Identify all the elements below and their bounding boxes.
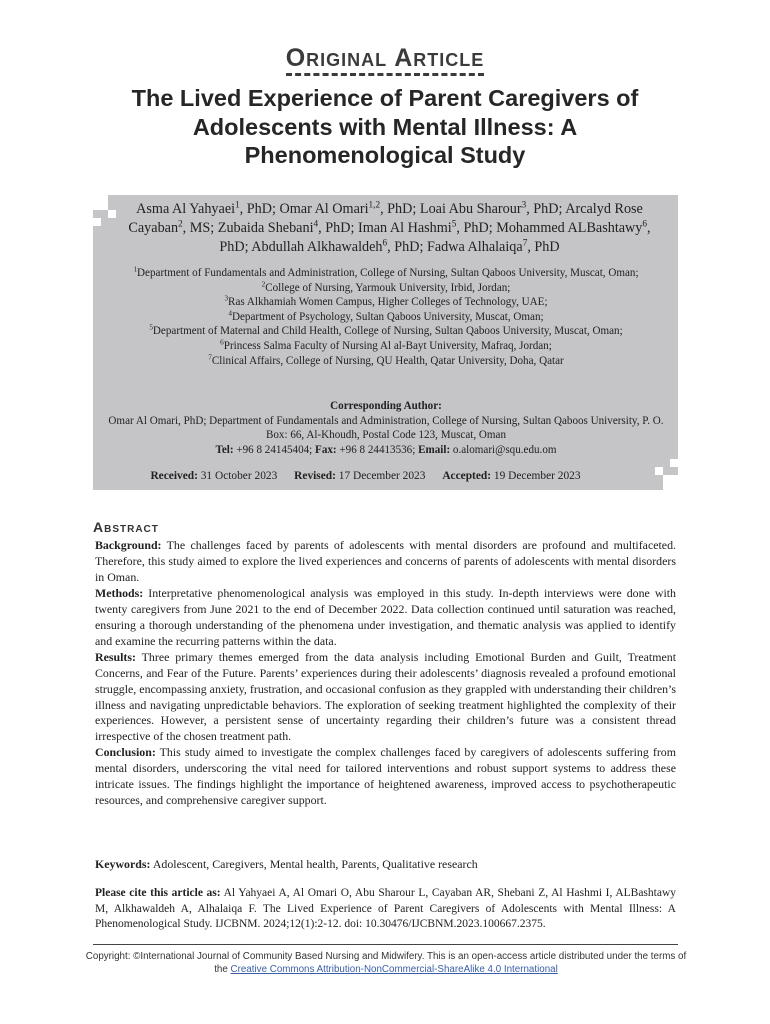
keywords-text: Adolescent, Caregivers, Mental health, Parents, Qualitative research bbox=[152, 857, 478, 871]
tel-label: Tel: bbox=[215, 443, 234, 456]
affiliation-marker: 4 bbox=[228, 309, 232, 318]
tel-value: +96 8 24145404; bbox=[236, 443, 313, 456]
author-affiliation-marker: 1 bbox=[235, 199, 240, 210]
keywords bbox=[95, 857, 676, 872]
affiliation-item bbox=[97, 339, 675, 354]
author-degree: PhD bbox=[534, 239, 560, 255]
affiliation-text: Department of Psychology, Sultan Qaboos University, Muscat, Oman; bbox=[232, 310, 544, 323]
author-degree: PhD bbox=[246, 201, 272, 217]
copyright-text: Copyright: ©International Journal of Community Based Nursing and Midwifery. This is an open-access article distributed under the terms of the bbox=[85, 951, 687, 975]
affiliation-item bbox=[97, 324, 675, 339]
corner-decoration bbox=[108, 210, 116, 218]
author-degree: PhD bbox=[463, 220, 489, 236]
author-name: Omar Al Omari bbox=[279, 201, 369, 217]
author-affiliation-marker: 1,2 bbox=[368, 199, 381, 210]
affiliation-text: Clinical Affairs, College of Nursing, QU Health, Qatar University, Doha, Qatar bbox=[211, 354, 564, 367]
author-name: Abdullah Alkhawaldeh bbox=[251, 239, 383, 255]
author-degree: PhD bbox=[325, 220, 351, 236]
abstract-background bbox=[95, 538, 676, 586]
corner-decoration bbox=[655, 467, 663, 475]
affiliation-marker: 7 bbox=[208, 352, 212, 361]
background-label: Background: bbox=[95, 538, 162, 552]
abstract-conclusion bbox=[95, 745, 676, 809]
affiliation-list bbox=[97, 266, 675, 368]
cite-text: Al Yahyaei A, Al Omari O, Abu Sharour L, Cayaban AR, Shebani Z, Al Hashmi I, ALBashtawy M, Alkhawaldeh A, Alhalaiqa F. The Lived Experience of Parent Caregivers of Adolescents with Mental Illness: A Phenomenological Study. IJCBNM. 2024;12(1):2-12. doi: 10.30476/IJCBNM.2023.100667.2375. bbox=[95, 887, 677, 931]
author-name: Asma Al Yahyaei bbox=[136, 201, 236, 217]
corner-decoration bbox=[93, 218, 101, 226]
author-affiliation-marker: 3 bbox=[521, 199, 527, 210]
author-name: Loai Abu Sharour bbox=[419, 201, 522, 217]
license-link[interactable]: Creative Commons Attribution-NonCommercial-ShareAlike 4.0 International bbox=[230, 964, 558, 975]
article-dates bbox=[93, 470, 638, 482]
author-name: Zubaida Shebani bbox=[217, 220, 314, 236]
corner-decoration bbox=[663, 475, 678, 490]
article-title: The Lived Experience of Parent Caregivers of Adolescents with Mental Illness: A Phenomenological Study bbox=[131, 85, 639, 168]
results-text: Three primary themes emerged from the data analysis including Emotional Burden and Guilt, Treatment Concerns, and Fear of the Future. Parents’ experiences during their adolescents’ diagnosis revealed a profound emotional struggle, encompassing anxiety, frustration, and occasional confusion as they grappled with understanding their children’s illness and navigating unpredictable behaviors. The exploration of seeking treatment highlighted the complexity of their experiences. However, a persistent sense of uncertainty regarding their children’s future was a consistent thread irrespective of the chosen treatment path. bbox=[95, 649, 677, 744]
background-text: The challenges faced by parents of adolescents with mental disorders are profound and multifaceted. Therefore, this study aimed to explore the lived experiences and concerns of parents of adolescents with mental disorders in Oman. bbox=[95, 538, 677, 584]
methods-label: Methods: bbox=[95, 585, 144, 600]
author-affiliation-marker: 6 bbox=[382, 237, 388, 248]
results-label: Results: bbox=[95, 649, 136, 664]
affiliation-item bbox=[97, 310, 675, 325]
author-degree: PhD bbox=[219, 239, 245, 255]
affiliation-item bbox=[97, 295, 675, 310]
abstract-body bbox=[95, 538, 676, 809]
methods-text: Interpretative phenomenological analysis was employed in this study. In-depth interviews were done with twenty caregivers from June 2021 to the end of December 2022. Data collection continued until saturation was reached, ensuring a thorough understanding of the phenomena under investigation, and thematic analysis was applied to identify and examine the recurring patterns within the data. bbox=[95, 585, 677, 648]
received-label: Received: bbox=[150, 470, 198, 482]
corner-decoration bbox=[93, 195, 108, 210]
affiliation-text: Department of Fundamentals and Administration, College of Nursing, Sultan Qaboos University, Muscat, Oman; bbox=[137, 267, 639, 279]
author-affiliation-marker: 2 bbox=[178, 218, 183, 229]
abstract-heading: Abstract bbox=[93, 519, 159, 535]
affiliation-text: Ras Alkhamiah Women Campus, Higher Colleges of Technology, UAE; bbox=[228, 296, 548, 309]
affiliation-marker: 5 bbox=[149, 323, 153, 332]
author-name: Mohammed ALBashtawy bbox=[496, 220, 643, 236]
author-affiliation-marker: 4 bbox=[313, 218, 319, 229]
affiliation-marker: 3 bbox=[224, 294, 229, 303]
author-affiliation-marker: 7 bbox=[522, 237, 528, 248]
affiliation-marker: 1 bbox=[133, 265, 138, 274]
corresponding-text: Omar Al Omari, PhD; Department of Fundamentals and Administration, College of Nursing, Sultan Qaboos University, P. O. Box: 66, Al-Khoudh, Postal Code 123, Muscat, Oman bbox=[108, 414, 664, 442]
author-degree: PhD bbox=[394, 239, 420, 255]
affiliation-text: Department of Maternal and Child Health, College of Nursing, Sultan Qaboos University, Muscat, Oman; bbox=[152, 325, 623, 338]
affiliation-item bbox=[97, 281, 675, 296]
copyright-notice bbox=[80, 950, 692, 976]
revised-label: Revised: bbox=[294, 470, 336, 482]
corner-decoration bbox=[670, 459, 678, 467]
accepted-label: Accepted: bbox=[442, 470, 492, 482]
abstract-methods bbox=[95, 586, 676, 650]
author-name: Iman Al Hashmi bbox=[357, 220, 452, 236]
received-date: 31 October 2023 bbox=[200, 470, 278, 482]
abstract-results bbox=[95, 650, 676, 746]
affiliation-text: Princess Salma Faculty of Nursing Al al-Bayt University, Mafraq, Jordan; bbox=[223, 339, 552, 352]
corresponding-heading: Corresponding Author: bbox=[330, 400, 442, 412]
email-link[interactable]: o.alomari@squ.edu.om bbox=[452, 443, 557, 456]
author-degree: PhD bbox=[533, 201, 559, 217]
footer-divider bbox=[93, 944, 678, 945]
author-affiliation-marker: 6 bbox=[642, 218, 648, 229]
author-degree: MS bbox=[189, 220, 211, 236]
citation bbox=[95, 886, 676, 933]
conclusion-text: This study aimed to investigate the complex challenges faced by caregivers of adolescents suffering from mental disorders, underscoring the vital need for tailored interventions and robust support systems to address these intricate issues. The findings highlight the importance of heightened awareness, improved access to psychotherapeutic resources, and comprehensive caregiver support. bbox=[95, 745, 676, 808]
conclusion-label: Conclusion: bbox=[95, 745, 156, 760]
author-affiliation-marker: 5 bbox=[451, 218, 457, 229]
author-list: Asma Al Yahyaei$^1$, PhD; Omar Al Omari$^{1,2}$, PhD; Loai Abu Sharour$^3$, PhD; Arcalyd Rose Cayaban$^2$, MS; Zubaida Shebani$^4$, PhD; Iman Al Hashmi$^5$, PhD; Mohammed ALBashtawy$^6$, PhD; Abdullah Alkhawaldeh$^6$, PhD; Fadwa Alhalaiqa$^7$, PhD bbox=[128, 199, 651, 255]
accepted-date: 19 December 2023 bbox=[493, 470, 581, 482]
corresponding-author bbox=[97, 399, 675, 457]
keywords-label: Keywords: bbox=[95, 857, 151, 871]
affiliation-marker: 6 bbox=[220, 338, 224, 347]
author-degree: PhD bbox=[387, 201, 413, 217]
affiliation-text: College of Nursing, Yarmouk University, Irbid, Jordan; bbox=[265, 281, 511, 294]
affiliation-item bbox=[97, 354, 675, 369]
author-name: Fadwa Alhalaiqa bbox=[426, 239, 523, 255]
author-name: Arcalyd Rose Cayaban bbox=[128, 201, 643, 236]
article-type-label: Original Article bbox=[0, 44, 770, 73]
cite-label: Please cite this article as: bbox=[95, 887, 221, 899]
revised-date: 17 December 2023 bbox=[338, 470, 426, 482]
fax-value: +96 8 24413536; bbox=[339, 443, 416, 456]
affiliation-item bbox=[97, 266, 675, 281]
affiliation-marker: 2 bbox=[261, 279, 266, 288]
email-label: Email: bbox=[418, 443, 451, 456]
fax-label: Fax: bbox=[315, 443, 337, 456]
